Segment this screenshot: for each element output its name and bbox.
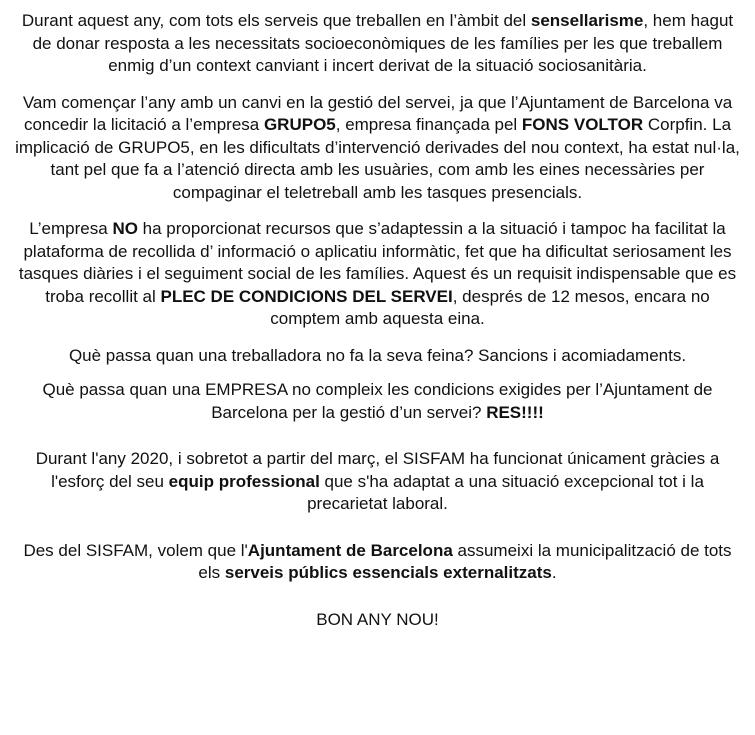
bold-run: PLEC DE CONDICIONS DEL SERVEI	[160, 286, 453, 306]
text-run: , hem hagut de donar resposta a les necessitats socioeconòmiques de les famílies per les que treballem enmig d’un context canviant i incert derivat de la situació sociosanitària.	[32, 11, 734, 75]
text-run: BON ANY NOU!	[316, 609, 439, 629]
text-run: L’empresa	[29, 219, 113, 238]
text-run: Què passa quan una EMPRESA no compleix les condicions exigides per l’Ajuntament de Barcelona per la gestió d’un servei?	[42, 380, 713, 422]
text-run: Corpfin. La implicació de GRUPO5, en les dificultats d’intervenció derivades del nou context, ha estat nul·la, tant pel que fa a l’atenció directa amb les usuàries, com amb les eines necessàries per compaginar el teletreball amb les tasques presencials.	[15, 115, 740, 202]
text-run: ha proporcionat recursos que s’adaptessin a la situació i tampoc ha facilitat la plataforma de recollida d’ informació o aplicatiu informàtic, fet que ha dificultat seriosament les tasques diàries i el seguiment social de les famílies. Aquest és un requisit indispensable que es troba recollit al	[18, 219, 737, 306]
text-run: Durant l'any 2020, i sobretot a partir del març, el SISFAM ha funcionat únicament gràcies a l'esforç del seu	[35, 449, 720, 491]
paragraph-company-resources	[14, 218, 741, 331]
text-run: Què passa quan una treballadora no fa la seva feina? Sancions i acomiadaments.	[68, 345, 687, 365]
bold-run: NO	[112, 219, 138, 238]
text-run: , després de 12 mesos, encara no comptem amb aquesta eina.	[270, 286, 710, 328]
paragraph-closing	[14, 609, 741, 632]
text-run: assumeixi la municipalització de tots els	[198, 540, 732, 582]
bold-run: RES!!!!	[486, 402, 544, 422]
bold-run: FONS VOLTOR	[521, 115, 644, 134]
text-run: Vam començar l’any amb un canvi en la gestió del servei, ja que l’Ajuntament de Barcelona va concedir la licitació a l’empresa	[22, 92, 733, 134]
bold-run: sensellarisme	[530, 11, 644, 30]
bold-run: GRUPO5	[263, 115, 336, 134]
paragraph-management-change	[14, 92, 741, 205]
paragraph-worker-question	[14, 345, 741, 368]
bold-run: Ajuntament de Barcelona	[247, 540, 453, 560]
paragraph-company-question	[14, 379, 741, 424]
bold-run: serveis públics essencials externalitzats	[224, 563, 552, 582]
text-run: Durant aquest any, com tots els serveis que treballen en l’àmbit del	[21, 11, 531, 30]
paragraph-demand	[14, 540, 741, 585]
text-run: .	[551, 563, 557, 582]
paragraph-intro	[14, 10, 741, 78]
text-run: , empresa finançada pel	[335, 115, 522, 134]
paragraph-2020	[14, 448, 741, 516]
text-run: Des del SISFAM, volem que l'	[23, 540, 248, 560]
text-run: que s'ha adaptat a una situació excepcional tot i la precarietat laboral.	[307, 471, 704, 513]
bold-run: equip professional	[168, 471, 320, 491]
